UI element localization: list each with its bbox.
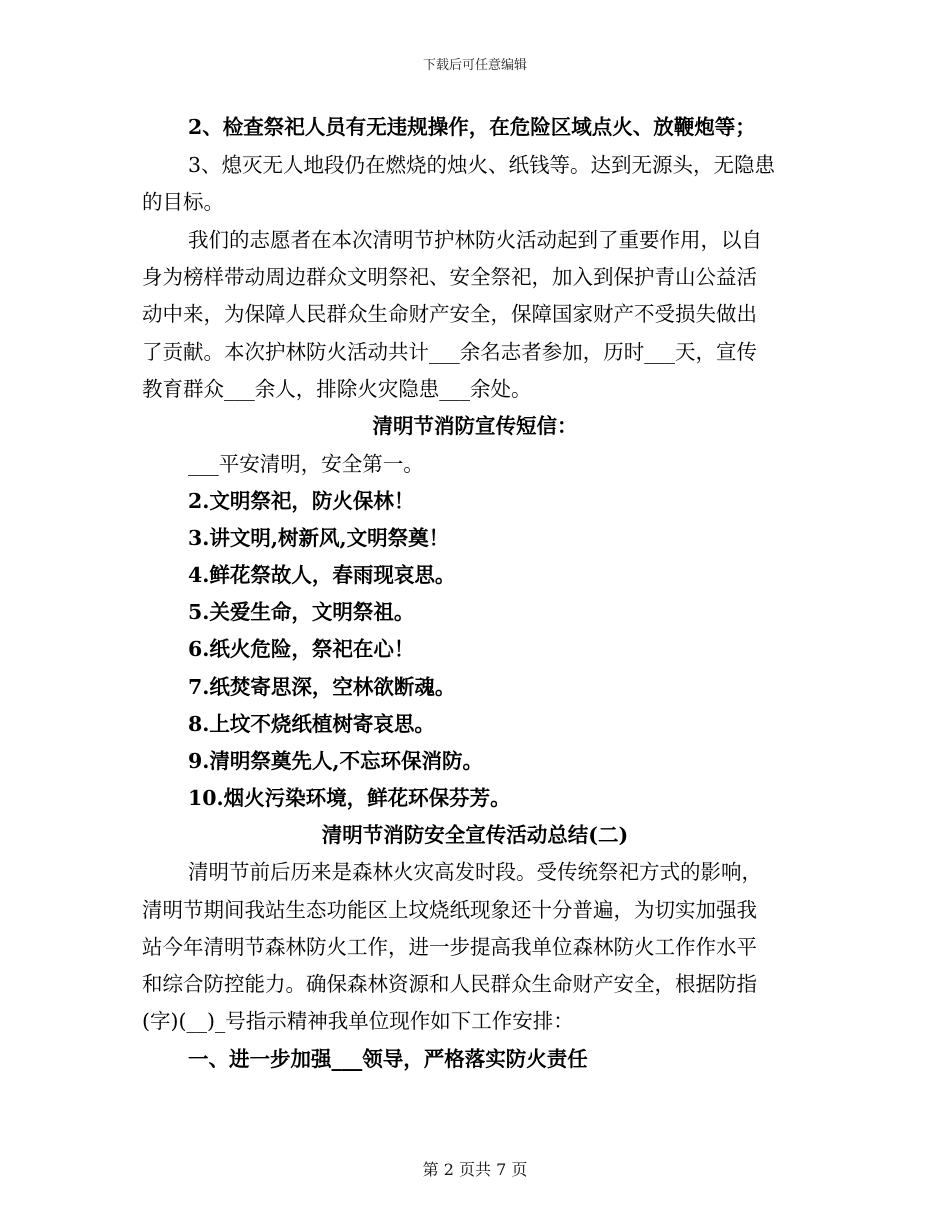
- paragraph-line: 清明节期间我站生态功能区上坟烧纸现象还十分普遍，为切实加强我: [142, 898, 757, 922]
- subsection-heading: 一、进一步加强___领导，严格落实防火责任: [188, 1047, 588, 1071]
- paragraph-line: 2、检查祭祀人员有无违规操作，在危险区域点火、放鞭炮等；: [188, 115, 756, 139]
- paragraph-line: 了贡献。本次护林防火活动共计___余名志者参加，历时___天，宣传: [142, 340, 757, 364]
- sms-item: 3.讲文明,树新风,文明祭奠！: [188, 526, 450, 550]
- paragraph-line: 3、熄灭无人地段仍在燃烧的烛火、纸钱等。达到无源头，无隐患: [188, 153, 776, 177]
- sms-item: 8.上坟不烧纸植树寄哀思。: [188, 712, 435, 736]
- paragraph-line: 动中来，为保障人民群众生命财产安全，保障国家财产不受损失做出: [142, 302, 757, 326]
- sms-item: ___平安清明，安全第一。: [188, 452, 424, 476]
- paragraph-line: 清明节前后历来是森林火灾高发时段。受传统祭祀方式的影响，: [188, 860, 762, 884]
- section-title-summary: 清明节消防安全宣传活动总结(二): [321, 823, 629, 847]
- sms-item: 10.烟火污染环境，鲜花环保芬芳。: [188, 786, 511, 810]
- paragraph-line: (字)(__)_号指示精神我单位现作如下工作安排：: [142, 1009, 574, 1033]
- section-title-sms: 清明节消防宣传短信：: [372, 414, 578, 438]
- sms-item: 5.关爱生命，文明祭祖。: [188, 600, 415, 624]
- paragraph-line: 教育群众___余人，排除火灾隐患___余处。: [142, 377, 532, 401]
- sms-item: 6.纸火危险，祭祀在心！: [188, 637, 415, 661]
- paragraph-line: 站今年清明节森林防火工作，进一步提高我单位森林防火工作作水平: [142, 935, 757, 959]
- page-header: 下载后可任意编辑: [422, 58, 527, 73]
- page-footer: 第 2 页共 7 页: [422, 1160, 528, 1179]
- paragraph-line: 我们的志愿者在本次清明节护林防火活动起到了重要作用，以自: [188, 228, 762, 252]
- paragraph-line: 和综合防控能力。确保森林资源和人民群众生命财产安全，根据防指: [142, 972, 757, 996]
- paragraph-line: 的目标。: [142, 190, 224, 214]
- sms-item: 9.清明祭奠先人,不忘环保消防。: [188, 749, 484, 773]
- sms-item: 4.鲜花祭故人，春雨现哀思。: [188, 563, 456, 587]
- sms-item: 7.纸焚寄思深，空林欲断魂。: [188, 675, 456, 699]
- sms-item: 2.文明祭祀，防火保林！: [188, 489, 415, 513]
- paragraph-line: 身为榜样带动周边群众文明祭祀、安全祭祀，加入到保护青山公益活: [142, 265, 757, 289]
